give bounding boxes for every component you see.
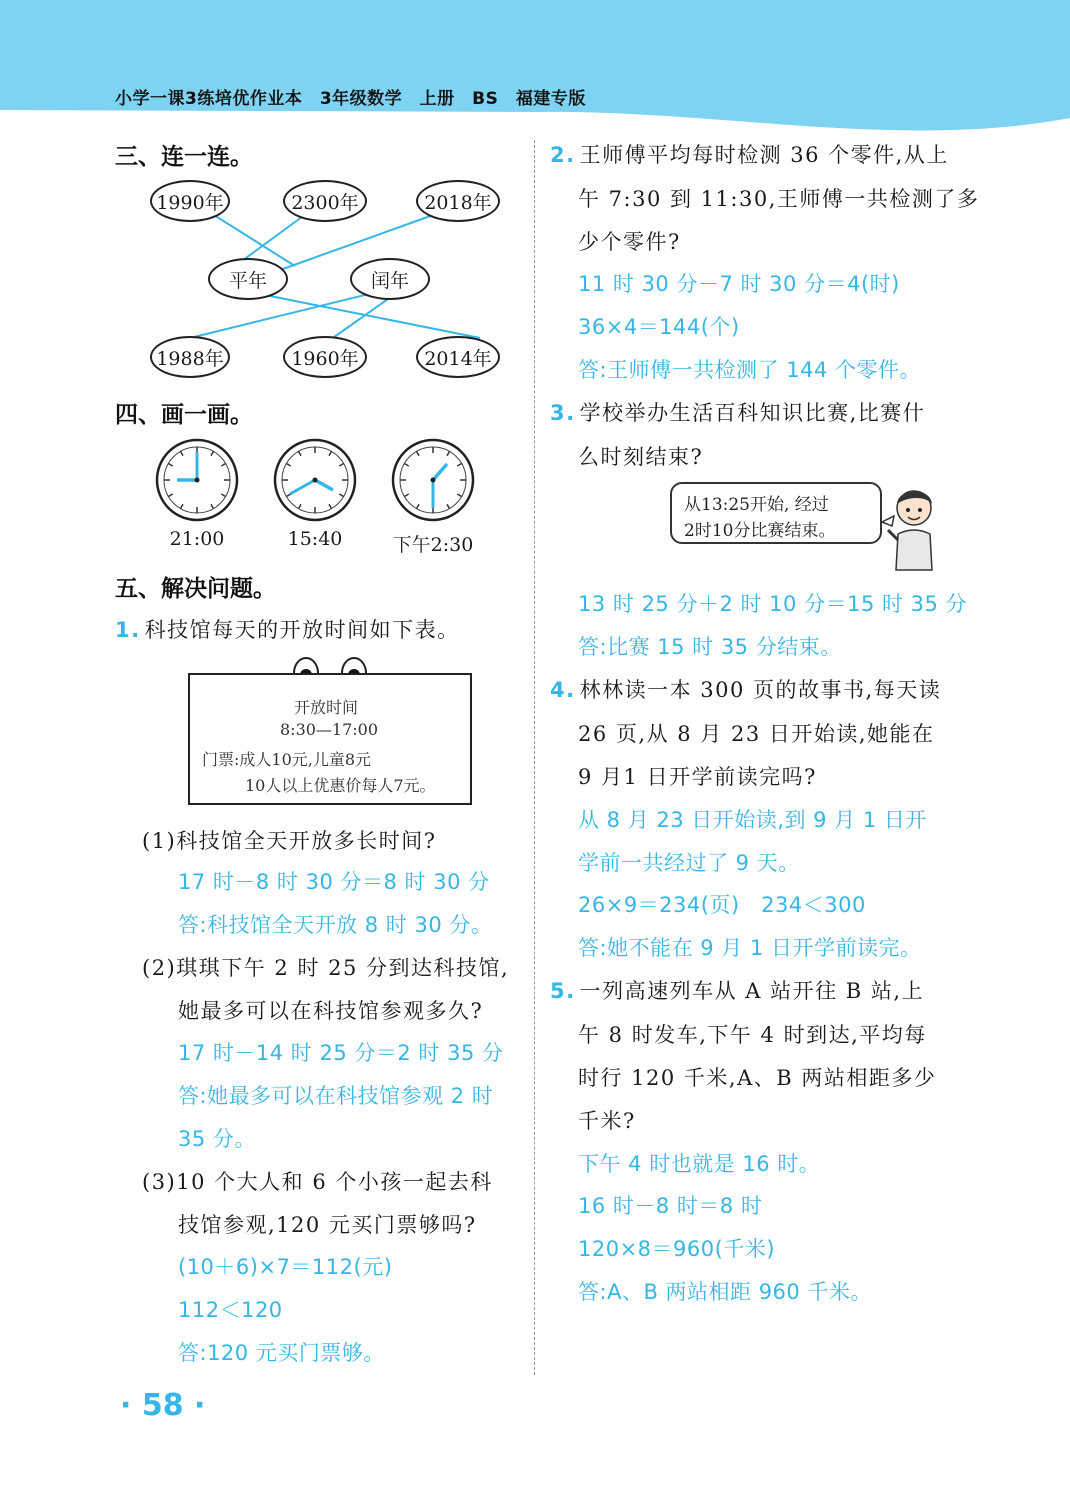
answer-5-line4: 答:A、B 两站相距 960 千米。 [578, 1280, 872, 1304]
problem-4-line1: 4. 林林读一本 300 页的故事书,每天读 [550, 678, 942, 702]
clock-face-1540 [273, 438, 357, 522]
problem-5-line3: 时行 120 千米,A、B 两站相距多少 [578, 1066, 937, 1090]
clock-label-3: 下午2:30 [392, 534, 474, 556]
section-title-problems: 五、解决问题。 [115, 576, 276, 602]
book-title: 小学一课3练培优作业本 3年级数学 上册 BS 福建专版 [115, 89, 586, 109]
oval-common-year: 平年 [208, 258, 288, 300]
header-band [0, 0, 1070, 135]
answer-5-line1: 下午 4 时也就是 16 时。 [578, 1152, 821, 1176]
answer-5-line2: 16 时－8 时＝8 时 [578, 1194, 763, 1218]
problem-4-line3: 9 月1 日开学前读完吗? [578, 765, 817, 789]
clock-label-2: 15:40 [287, 528, 343, 550]
bubble-line-2: 2时10分比赛结束。 [684, 521, 836, 541]
answer-3-line1: 13 时 25 分＋2 时 10 分＝15 时 35 分 [578, 592, 968, 616]
answer-1-3-line3: 答:120 元买门票够。 [178, 1341, 385, 1365]
answer-1-3-line1: (10＋6)×7＝112(元) [178, 1255, 393, 1279]
answer-1-2-line2: 答:她最多可以在科技馆参观 2 时 [178, 1084, 494, 1108]
notice-ticket-price: 门票:成人10元,儿童8元 [202, 750, 372, 769]
answer-5-line3: 120×8＝960(千米) [578, 1237, 776, 1261]
problem-5-line1: 5. 一列高速列车从 A 站开往 B 站,上 [550, 979, 925, 1003]
problem-1-q2-line1: (2)琪琪下午 2 时 25 分到达科技馆, [142, 956, 510, 980]
page-number: · 58 · [120, 1388, 206, 1423]
oval-year-1960: 1960年 [283, 336, 367, 378]
clock-face-1430 [391, 438, 475, 522]
problem-2-line3: 少个零件? [578, 230, 681, 254]
notice-hours: 8:30—17:00 [280, 720, 379, 739]
speech-bubble [670, 482, 882, 544]
problem-1-text: 1. 科技馆每天的开放时间如下表。 [115, 618, 460, 642]
answer-4-line2: 学前一共经过了 9 天。 [578, 851, 800, 875]
answer-1-3-line2: 112＜120 [178, 1298, 283, 1322]
problem-3-line1: 3. 学校举办生活百科知识比赛,比赛什 [550, 401, 926, 425]
answer-4-line4: 答:她不能在 9 月 1 日开学前读完。 [578, 936, 922, 960]
answer-2-line2: 36×4＝144(个) [578, 315, 740, 339]
notice-title: 开放时间 [294, 698, 359, 717]
oval-year-2018: 2018年 [416, 180, 500, 222]
problem-1-q2-line2: 她最多可以在科技馆参观多久? [178, 999, 484, 1023]
answer-1-2-line1: 17 时－14 时 25 分＝2 时 35 分 [178, 1041, 504, 1065]
answer-2-line1: 11 时 30 分－7 时 30 分＝4(时) [578, 272, 900, 296]
answer-1-2-line3: 35 分。 [178, 1127, 256, 1151]
problem-5-line4: 千米? [578, 1109, 636, 1133]
answer-1-1-line2: 答:科技馆全天开放 8 时 30 分。 [178, 913, 493, 937]
oval-year-2300: 2300年 [283, 180, 367, 222]
oval-year-1990: 1990年 [150, 180, 230, 222]
column-divider [534, 140, 535, 1375]
oval-year-2014: 2014年 [416, 336, 500, 378]
problem-5-line2: 午 8 时发车,下午 4 时到达,平均每 [578, 1023, 927, 1047]
bubble-line-1: 从13:25开始, 经过 [684, 495, 829, 515]
notice-group-price: 10人以上优惠价每人7元。 [245, 776, 436, 795]
answer-4-line3: 26×9＝234(页) 234＜300 [578, 893, 866, 917]
problem-2-line2: 午 7:30 到 11:30,王师傅一共检测了多 [578, 187, 980, 211]
section-title-matching: 三、连一连。 [115, 144, 253, 170]
problem-4-line2: 26 页,从 8 月 23 日开始读,她能在 [578, 722, 935, 746]
problem-1-q1: (1)科技馆全天开放多长时间? [142, 829, 437, 853]
answer-1-1-line1: 17 时－8 时 30 分＝8 时 30 分 [178, 870, 490, 894]
clock-label-1: 21:00 [169, 528, 225, 550]
answer-3-line2: 答:比赛 15 时 35 分结束。 [578, 635, 842, 659]
problem-1-q3-line2: 技馆参观,120 元买门票够吗? [178, 1213, 477, 1237]
problem-1-q3-line1: (3)10 个大人和 6 个小孩一起去科 [142, 1170, 493, 1194]
oval-leap-year: 闰年 [350, 258, 430, 300]
problem-3-line2: 么时刻结束? [578, 445, 704, 469]
oval-year-1988: 1988年 [150, 336, 230, 378]
clock-face-2100 [155, 438, 239, 522]
answer-4-line1: 从 8 月 23 日开始读,到 9 月 1 日开 [578, 808, 927, 832]
boy-illustration [878, 482, 948, 572]
section-title-drawing: 四、画一画。 [115, 402, 253, 428]
opening-hours-notice [188, 673, 472, 805]
answer-2-line3: 答:王师傅一共检测了 144 个零件。 [578, 358, 922, 382]
problem-2-line1: 2. 王师傅平均每时检测 36 个零件,从上 [550, 143, 949, 167]
